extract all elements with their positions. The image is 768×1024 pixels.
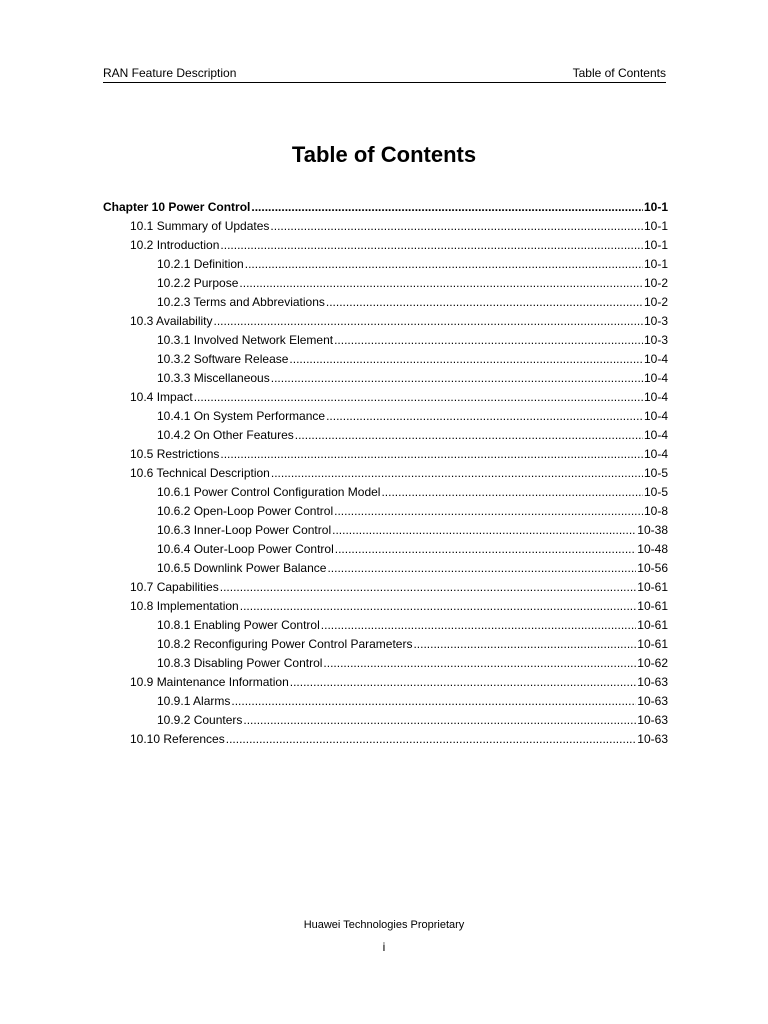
- toc-entry-page[interactable]: 10-63: [637, 732, 668, 746]
- toc-dot-leader: [381, 483, 643, 502]
- toc-entry-title[interactable]: 10.4.1 On System Performance: [157, 409, 326, 423]
- toc-entry-title[interactable]: 10.9 Maintenance Information: [130, 675, 289, 689]
- toc-entry[interactable]: [103, 312, 668, 331]
- toc-entry-title[interactable]: 10.6.5 Downlink Power Balance: [157, 561, 327, 575]
- toc-dot-leader: [231, 692, 636, 711]
- toc-entry-title[interactable]: 10.2.3 Terms and Abbreviations: [157, 295, 325, 309]
- toc-entry-title[interactable]: 10.6.1 Power Control Configuration Model: [157, 485, 381, 499]
- toc-entry-page[interactable]: 10-62: [637, 656, 668, 670]
- toc-dot-leader: [334, 502, 643, 521]
- toc-dot-leader: [290, 673, 637, 692]
- toc-entry-title[interactable]: 10.8.3 Disabling Power Control: [157, 656, 323, 670]
- toc-entry-title[interactable]: 10.10 References: [130, 732, 225, 746]
- toc-entry-title[interactable]: 10.8 Implementation: [130, 599, 239, 613]
- toc-entry[interactable]: [103, 635, 668, 654]
- toc-entry-title[interactable]: 10.3 Availability: [130, 314, 213, 328]
- toc-entry-title[interactable]: 10.6 Technical Description: [130, 466, 270, 480]
- toc-entry-title[interactable]: 10.9.2 Counters: [157, 713, 243, 727]
- toc-dot-leader: [327, 559, 636, 578]
- toc-entry-page[interactable]: 10-63: [637, 675, 668, 689]
- toc-entry[interactable]: [103, 407, 668, 426]
- toc-dot-leader: [240, 597, 637, 616]
- toc-entry[interactable]: [103, 274, 668, 293]
- toc-entry[interactable]: [103, 673, 668, 692]
- toc-entry[interactable]: [103, 217, 668, 236]
- toc-dot-leader: [335, 540, 637, 559]
- toc-entry-title[interactable]: 10.2.2 Purpose: [157, 276, 239, 290]
- toc-entry-page[interactable]: 10-61: [637, 618, 668, 632]
- toc-entry-title[interactable]: 10.1 Summary of Updates: [130, 219, 270, 233]
- toc-dot-leader: [413, 635, 636, 654]
- toc-entry-page[interactable]: 10-63: [637, 713, 668, 727]
- toc-entry[interactable]: [103, 445, 668, 464]
- toc-entry-page[interactable]: 10-3: [643, 333, 668, 347]
- toc-entry-page[interactable]: 10-4: [643, 428, 668, 442]
- toc-dot-leader: [295, 426, 643, 445]
- toc-entry[interactable]: [103, 730, 668, 749]
- toc-dot-leader: [323, 654, 636, 673]
- toc-entry-page[interactable]: 10-5: [643, 466, 668, 480]
- toc-entry-page[interactable]: 10-61: [637, 637, 668, 651]
- toc-entry[interactable]: [103, 255, 668, 274]
- toc-entry-page[interactable]: 10-2: [643, 295, 668, 309]
- toc-entry-page[interactable]: 10-56: [637, 561, 668, 575]
- toc-entry[interactable]: [103, 578, 668, 597]
- toc-entry-page[interactable]: 10-1: [643, 200, 668, 214]
- toc-entry[interactable]: [103, 540, 668, 559]
- toc-entry-title[interactable]: 10.8.1 Enabling Power Control: [157, 618, 320, 632]
- header-section-title: Table of Contents: [572, 66, 666, 80]
- toc-dot-leader: [220, 236, 643, 255]
- toc-entry-title[interactable]: 10.6.3 Inner-Loop Power Control: [157, 523, 332, 537]
- page-header: [103, 66, 666, 83]
- toc-entry-title[interactable]: 10.7 Capabilities: [130, 580, 219, 594]
- toc-entry-title[interactable]: 10.3.2 Software Release: [157, 352, 289, 366]
- toc-dot-leader: [271, 464, 643, 483]
- toc-dot-leader: [326, 407, 643, 426]
- toc-dot-leader: [226, 730, 637, 749]
- toc-entry-title[interactable]: Chapter 10 Power Control: [103, 200, 251, 214]
- toc-entry-page[interactable]: 10-5: [643, 485, 668, 499]
- toc-entry[interactable]: [103, 502, 668, 521]
- toc-dot-leader: [239, 274, 643, 293]
- toc-entry-page[interactable]: 10-61: [637, 599, 668, 613]
- toc-dot-leader: [334, 331, 643, 350]
- toc-entry-title[interactable]: 10.6.4 Outer-Loop Power Control: [157, 542, 334, 556]
- footer-proprietary-notice: Huawei Technologies Proprietary: [303, 919, 465, 931]
- toc-entry[interactable]: [103, 597, 668, 616]
- toc-dot-leader: [289, 350, 643, 369]
- toc-entry[interactable]: [103, 293, 668, 312]
- toc-dot-leader: [214, 312, 643, 331]
- toc-dot-leader: [271, 369, 643, 388]
- page-number: i: [382, 940, 386, 954]
- toc-entry-title[interactable]: 10.5 Restrictions: [130, 447, 220, 461]
- toc-entry-page[interactable]: 10-4: [643, 371, 668, 385]
- toc-entry-page[interactable]: 10-38: [637, 523, 668, 537]
- toc-entry[interactable]: [103, 426, 668, 445]
- toc-entry-title[interactable]: 10.6.2 Open-Loop Power Control: [157, 504, 334, 518]
- toc-entry[interactable]: [103, 198, 668, 217]
- toc-entry-page[interactable]: 10-4: [643, 352, 668, 366]
- toc-entry[interactable]: [103, 350, 668, 369]
- toc-dot-leader: [251, 198, 643, 217]
- toc-entry-title[interactable]: 10.2 Introduction: [130, 238, 220, 252]
- toc-dot-leader: [326, 293, 643, 312]
- toc-dot-leader: [220, 578, 637, 597]
- toc-entry-page[interactable]: 10-1: [643, 238, 668, 252]
- toc-entry-page[interactable]: 10-2: [643, 276, 668, 290]
- toc-entry[interactable]: [103, 388, 668, 407]
- toc-entry-page[interactable]: 10-61: [637, 580, 668, 594]
- toc-dot-leader: [194, 388, 643, 407]
- toc-entry[interactable]: [103, 369, 668, 388]
- toc-dot-leader: [245, 255, 643, 274]
- toc-entry-page[interactable]: 10-1: [643, 219, 668, 233]
- toc-entry[interactable]: [103, 331, 668, 350]
- toc-dot-leader: [220, 445, 643, 464]
- toc-entry-page[interactable]: 10-4: [643, 447, 668, 461]
- toc-entry-title[interactable]: 10.9.1 Alarms: [157, 694, 231, 708]
- toc-entry-title[interactable]: 10.4.2 On Other Features: [157, 428, 294, 442]
- toc-entry-page[interactable]: 10-1: [643, 257, 668, 271]
- toc-dot-leader: [243, 711, 636, 730]
- toc-entry[interactable]: [103, 464, 668, 483]
- toc-entry[interactable]: [103, 559, 668, 578]
- toc-entry[interactable]: [103, 483, 668, 502]
- toc-entry-page[interactable]: 10-4: [643, 390, 668, 404]
- toc-entry-page[interactable]: 10-8: [643, 504, 668, 518]
- toc-dot-leader: [270, 217, 643, 236]
- toc-entry[interactable]: [103, 616, 668, 635]
- toc-dot-leader: [321, 616, 637, 635]
- toc-entry-page[interactable]: 10-63: [637, 694, 668, 708]
- toc-entry-title[interactable]: 10.2.1 Definition: [157, 257, 244, 271]
- header-document-title: RAN Feature Description: [103, 66, 237, 80]
- toc-entry[interactable]: [103, 654, 668, 673]
- toc-entry[interactable]: [103, 711, 668, 730]
- toc-entry-title[interactable]: 10.3.1 Involved Network Element: [157, 333, 334, 347]
- table-of-contents: [103, 198, 668, 749]
- toc-entry[interactable]: [103, 236, 668, 255]
- toc-entry-page[interactable]: 10-48: [637, 542, 668, 556]
- toc-entry-page[interactable]: 10-3: [643, 314, 668, 328]
- toc-entry-page[interactable]: 10-4: [643, 409, 668, 423]
- toc-dot-leader: [332, 521, 636, 540]
- toc-entry-title[interactable]: 10.8.2 Reconfiguring Power Control Parameters: [157, 637, 413, 651]
- toc-entry[interactable]: [103, 521, 668, 540]
- toc-entry-title[interactable]: 10.4 Impact: [130, 390, 193, 404]
- toc-entry-title[interactable]: 10.3.3 Miscellaneous: [157, 371, 270, 385]
- toc-entry[interactable]: [103, 692, 668, 711]
- page-title: Table of Contents: [291, 142, 477, 167]
